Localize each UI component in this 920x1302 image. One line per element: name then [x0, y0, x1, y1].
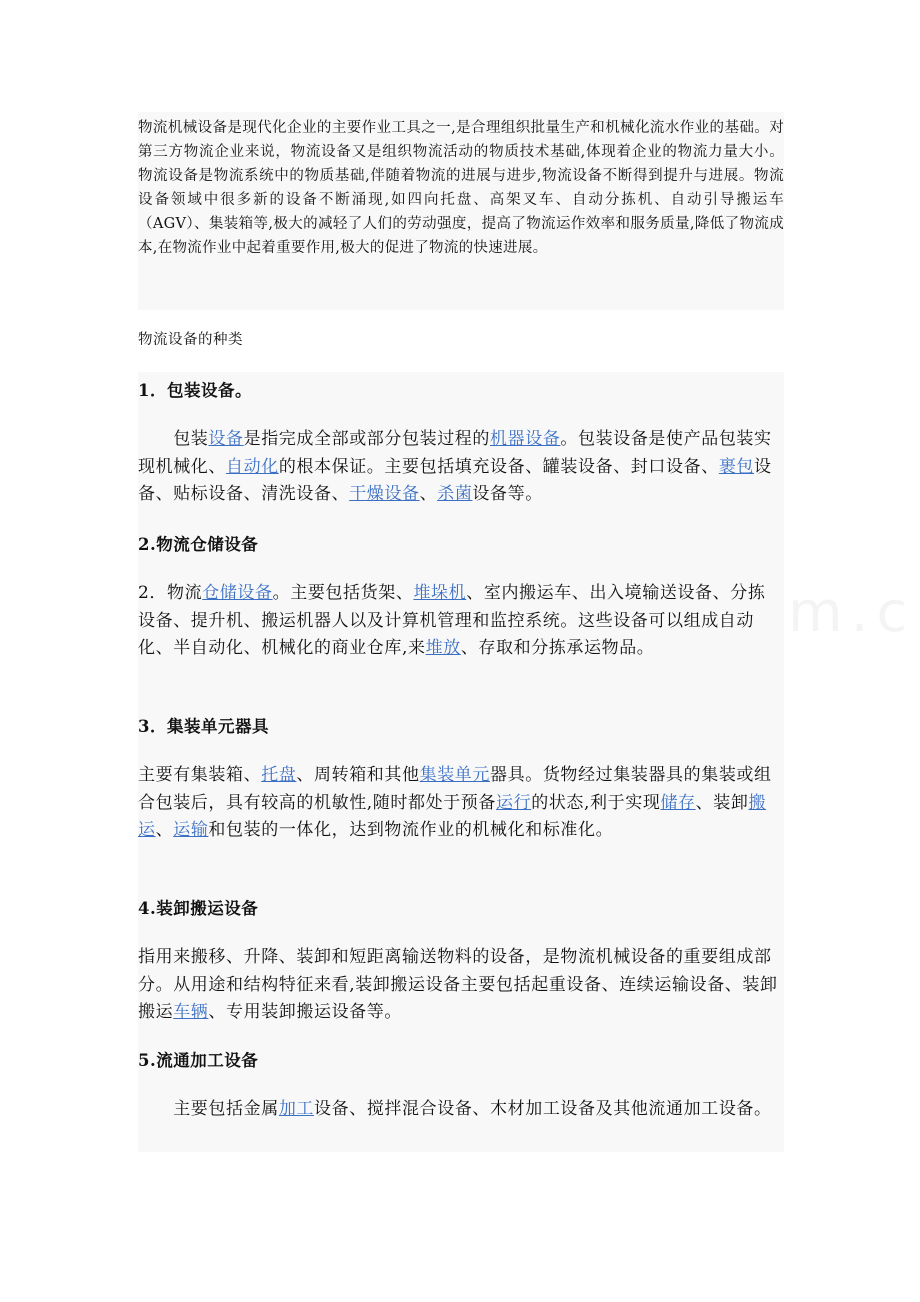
text-run: 设备等。 [472, 484, 543, 504]
text-run: 、室内搬运车、出入境输送设备、分拣设备、提升机、搬运机器人以及计算机管理和监控系统。这些设备可以组成自动化、半自动化、机械化的商业仓库,来 [138, 583, 766, 658]
link[interactable]: 杀菌 [437, 484, 473, 504]
link[interactable]: 加工 [278, 1099, 315, 1119]
section-heading-handling: 4.装卸搬运设备 [138, 899, 259, 918]
text-run: 、存取和分拣承运物品。 [460, 638, 655, 658]
link[interactable]: 设备 [208, 429, 244, 449]
text-run: 设备、搅拌混合设备、木材加工设备及其他流通加工设备。 [314, 1099, 772, 1119]
text-run: 、专用装卸搬运设备等。 [208, 1002, 403, 1022]
text-run: 主要有集装箱、 [138, 765, 262, 785]
text-run: 。主要包括货架、 [272, 583, 414, 603]
text-run: 、周转箱和其他 [296, 765, 420, 785]
text-run: 、 [419, 484, 438, 504]
link[interactable]: 托盘 [261, 765, 297, 785]
text-run: 设备、贴标设备、清洗设备、 [138, 456, 772, 504]
text-run: 的根本保证。主要包括填充设备、罐装设备、封口设备、 [278, 456, 719, 477]
text-run: 器具。货物经过集装器具的集装或组合包装后，具有较高的机敏性,随时都处于预备 [138, 765, 772, 813]
link[interactable]: 仓储设备 [202, 583, 273, 603]
link[interactable]: 运行 [496, 792, 532, 813]
text-run: 和包装的一体化，达到物流作业的机械化和标准化。 [208, 820, 614, 840]
kinds-title: 物流设备的种类 [138, 332, 243, 348]
link[interactable]: 储存 [660, 792, 696, 813]
link[interactable]: 机器设备 [490, 429, 561, 449]
text-run: 是指完成全部或部分包装过程的 [243, 429, 491, 449]
section-paragraph-processing [138, 1096, 780, 1124]
text-run: 包装 [138, 429, 209, 449]
section-paragraph-handling [138, 944, 780, 1027]
link[interactable]: 车辆 [173, 1002, 209, 1022]
equipment-sections [138, 372, 784, 1152]
link[interactable]: 裹包 [718, 456, 755, 477]
text-run: 主要包括金属 [138, 1099, 279, 1119]
text-run: 2．物流 [138, 583, 203, 603]
text-run: 指用来搬移、升降、装卸和短距离输送物料的设备，是物流机械设备的重要组成部分。从用途和结构特征来看,装卸搬运设备主要包括起重设备、连续运输设备、装卸搬运 [138, 947, 778, 1022]
intro-paragraph: 物流机械设备是现代化企业的主要作业工具之一,是合理组织批量生产和机械化流水作业的基础。对第三方物流企业来说，物流设备又是组织物流活动的物质技术基础,体现着企业的物流力量大小。 物流设备是物流系统中的物质基础,伴随着物流的进展与进步,物流设备不断得到提升与进展。物流设备领域中很多新的设备不断涌现,如四向托盘、高架叉车、自动分拣机、自动引导搬运车（AGV）、集装箱等,极大的减轻了人们的劳动强度，提高了物流运作效率和服务质量,降低了物流成本,在物流作业中起着重要作用,极大的促进了物流的快速进展。 [138, 112, 784, 310]
text-run: 、 [155, 820, 174, 840]
link[interactable]: 干燥设备 [349, 484, 420, 504]
link[interactable]: 运输 [173, 820, 209, 840]
text-run: 、装卸 [695, 792, 749, 813]
section-paragraph-container [138, 762, 780, 845]
text-run: 。包装设备是使产品包装实现机械化、 [138, 429, 772, 477]
text-run: 的状态,利于实现 [531, 792, 661, 813]
link[interactable]: 堆垛机 [413, 583, 467, 603]
section-paragraph-storage [138, 580, 780, 663]
section-heading-storage: 2.物流仓储设备 [138, 535, 259, 554]
link[interactable]: 集装单元 [419, 765, 491, 785]
section-heading-packaging: 1．包装设备。 [138, 381, 252, 400]
section-paragraph-packaging [138, 426, 780, 509]
section-heading-container: 3．集装单元器具 [138, 717, 269, 736]
link[interactable]: 堆放 [425, 638, 461, 658]
link[interactable]: 搬运 [138, 792, 767, 840]
link[interactable]: 自动化 [226, 456, 279, 477]
section-heading-processing: 5.流通加工设备 [138, 1051, 259, 1070]
